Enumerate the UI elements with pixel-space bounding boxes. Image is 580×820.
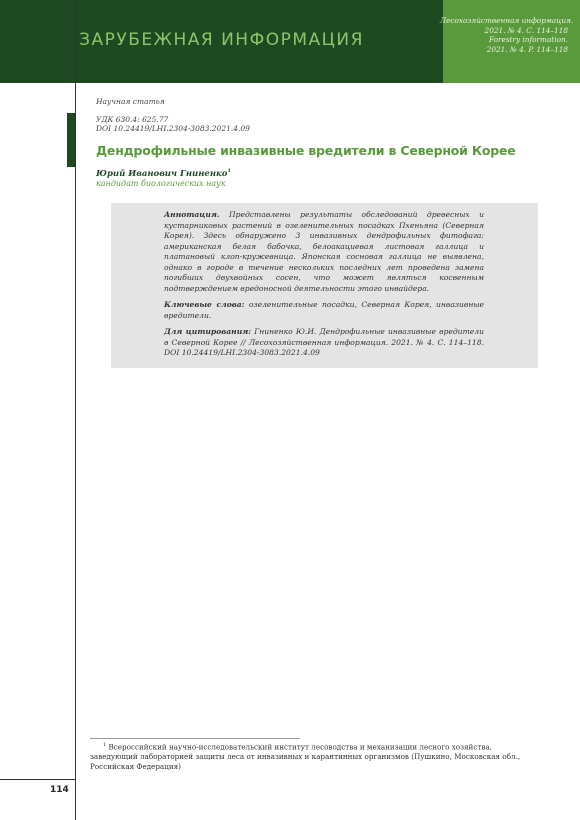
abstract-content (164, 210, 484, 365)
footnote (90, 740, 540, 772)
abstract-text: Представлены результаты обследований древесных и кустарниковых растений в озеленительных посадках Пхеньяна (Северная Корея). Здесь обнаружено 3 инвазивных дендрофильных фитофага: американская белая бабочка, белоакациевая листовая галлица и платановый клоп-кружевница. Японская сосновая галлица не выявлена, однако в городе в течение нескольких последних лет проведена замена погибших двухвойных сосен, что может являться косвенным подтверждением вредоносной деятельности этого инвайдера. (164, 210, 484, 293)
margin-rule (75, 0, 76, 820)
header-journal-panel (440, 0, 580, 83)
section-title: ЗАРУБЕЖНАЯ ИНФОРМАЦИЯ (79, 30, 364, 50)
journal-issue-en: 2021. № 4. P. 114–118 (486, 44, 568, 54)
doi: DOI 10.24419/LHI.2304-3083.2021.4.09 (96, 124, 250, 133)
page-number: 114 (50, 785, 69, 795)
citation-paragraph (164, 327, 484, 359)
author-name: Юрий Иванович Гниненко (96, 168, 228, 179)
abstract-paragraph (164, 210, 484, 294)
journal-info (440, 16, 574, 54)
page-number-rule (0, 779, 75, 780)
udk-code: УДК 630.4: 625.77 (96, 115, 169, 124)
title-accent-bar (67, 113, 75, 167)
citation-text: Гниненко Ю.И. Дендрофильные инвазивные вредители в Северной Корее // Лесохозяйственная информация. 2021. № 4. С. 114–118. DOI 10.24419/LHI.2304-3083.2021.4.09 (164, 327, 484, 357)
journal-issue-ru: 2021. № 4. С. 114–118 (484, 25, 568, 35)
footnote-text: Всероссийский научно-исследовательский институт лесоводства и механизации лесного хозяйства, заведующий лабораторией защиты леса от инвазивных и карантинных организмов (Пушкино, Московская обл., Российская Федерация) (90, 742, 521, 772)
journal-name-en: Forestry information. (488, 35, 568, 45)
abstract-box (111, 203, 538, 368)
keywords-paragraph (164, 300, 484, 321)
keywords-label: Ключевые слова: (164, 300, 245, 309)
keywords-text: озеленительные посадки, Северная Корея, инвазивные вредители. (164, 300, 484, 320)
footnote-mark: 1 (103, 742, 107, 748)
article-type: Научная статья (96, 97, 165, 106)
abstract-label: Аннотация. (164, 210, 220, 219)
article-title: Дендрофильные инвазивные вредители в Северной Корее (96, 143, 516, 158)
author-degree: кандидат биологических наук (96, 179, 226, 188)
footnote-rule (90, 738, 300, 739)
citation-label: Для цитирования: (164, 327, 252, 336)
journal-name-ru: Лесохозяйственная информация. (440, 16, 574, 25)
author-footnote-mark: 1 (227, 168, 231, 174)
author-line (96, 168, 231, 179)
